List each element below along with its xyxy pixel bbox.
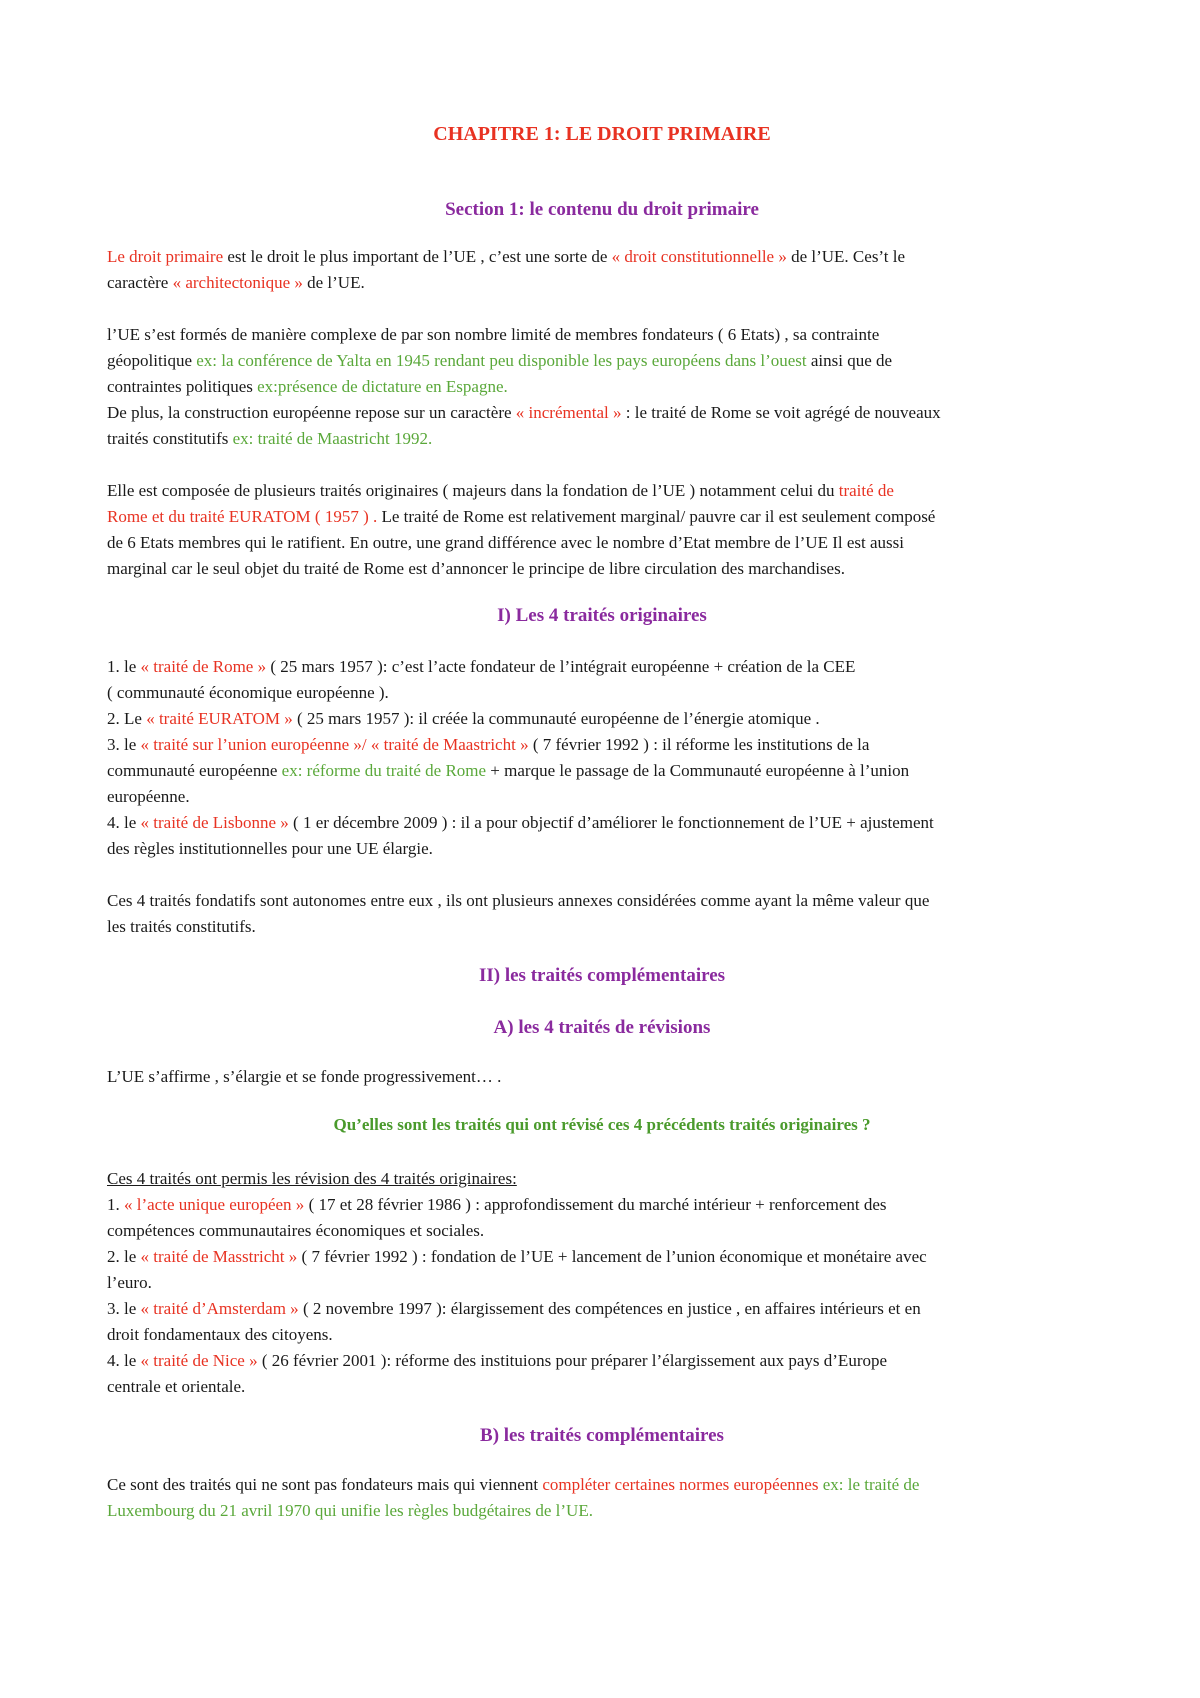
highlight-term: Le droit primaire <box>107 247 224 266</box>
text-line: compétences communautaires économiques et sociales. <box>107 1221 485 1240</box>
text-line <box>107 244 1097 270</box>
paragraph-droit-primaire <box>107 244 1097 296</box>
text-run: 1. le <box>107 657 141 676</box>
list-item <box>107 1348 1097 1374</box>
subsection-heading: A) les 4 traités de révisions <box>493 1017 711 1038</box>
list-item <box>107 654 1097 680</box>
text-run: traités constitutifs <box>107 429 233 448</box>
text-run: ( 26 février 2001 ): réforme des instituions pour préparer l’élargissement aux pays d’Europe <box>257 1351 888 1370</box>
highlight-term: « traité EURATOM » <box>146 709 293 728</box>
text-run: 4. le <box>107 813 141 832</box>
text-run: de l’UE. <box>302 273 365 292</box>
text-run: ( 2 novembre 1997 ): élargissement des compétences en justice , en affaires intérieurs et en <box>298 1299 921 1318</box>
list-traites-originaires <box>107 654 1097 862</box>
text-line: l’euro. <box>107 1273 152 1292</box>
list-item <box>107 1244 1097 1270</box>
text-line: marginal car le seul objet du traité de Rome est d’annoncer le principe de libre circulation des marchandises. <box>107 559 845 578</box>
text-line: L’UE s’affirme , s’élargie et se fonde progressivement… . <box>107 1067 502 1086</box>
subsection-heading: B) les traités complémentaires <box>480 1425 724 1446</box>
text-run: Elle est composée de plusieurs traités originaires ( majeurs dans la fondation de l’UE ) notamment celui du <box>107 481 839 500</box>
text-run: ( 25 mars 1957 ): c’est l’acte fondateur de l’intégrait européenne + création de la CEE <box>266 657 856 676</box>
list-traites-revision <box>107 1166 1097 1400</box>
highlight-term: « traité de Nice » <box>140 1351 258 1370</box>
text-line <box>107 758 1097 784</box>
text-line <box>107 426 1097 452</box>
text-line: l’UE s’est formés de manière complexe de par son nombre limité de membres fondateurs ( 6 Etats) , sa contrainte <box>107 325 880 344</box>
highlight-term: « traité de Rome » <box>140 657 267 676</box>
text-run: est le droit le plus important de l’UE , c’est une sorte de <box>223 247 612 266</box>
text-run: 2. Le <box>107 709 147 728</box>
text-line <box>107 504 1097 530</box>
list-intro: Ces 4 traités ont permis les révision des 4 traités originaires: <box>107 1169 517 1188</box>
text-run: 3. le <box>107 735 141 754</box>
highlight-term: « traité d’Amsterdam » <box>140 1299 299 1318</box>
highlight-term: compléter certaines normes européennes <box>542 1475 819 1494</box>
list-item <box>107 706 1097 732</box>
text-line <box>107 478 1097 504</box>
text-run: ( 1 er décembre 2009 ) : il a pour objectif d’améliorer le fonctionnement de l’UE + ajustement <box>288 813 934 832</box>
text-run: Ce sont des traités qui ne sont pas fondateurs mais qui viennent <box>107 1475 543 1494</box>
text-line: les traités constitutifs. <box>107 917 256 936</box>
paragraph-traites-fondatifs <box>107 888 1097 940</box>
section-heading: I) Les 4 traités originaires <box>497 605 707 626</box>
text-line: droit fondamentaux des citoyens. <box>107 1325 333 1344</box>
text-line <box>107 400 1097 426</box>
list-item <box>107 1296 1097 1322</box>
paragraph-formation-ue <box>107 322 1097 452</box>
example-text: ex: réforme du traité de Rome <box>281 761 487 780</box>
paragraph-traites-originaires <box>107 478 1097 582</box>
text-line: centrale et orientale. <box>107 1377 246 1396</box>
text-run: communauté européenne <box>107 761 282 780</box>
text-line <box>107 1472 1097 1498</box>
text-run: Le traité de Rome est relativement marginal/ pauvre car il est seulement composé <box>377 507 936 526</box>
text-run: : le traité de Rome se voit agrégé de nouveaux <box>621 403 941 422</box>
document-page <box>107 120 1097 1550</box>
text-line: européenne. <box>107 787 190 806</box>
text-run: 2. le <box>107 1247 141 1266</box>
text-line: des règles institutionnelles pour une UE élargie. <box>107 839 433 858</box>
text-run: ( 7 février 1992 ) : fondation de l’UE + lancement de l’union économique et monétaire avec <box>297 1247 927 1266</box>
highlight-term: « architectonique » <box>172 273 303 292</box>
text-line <box>107 270 1097 296</box>
chapter-title: CHAPITRE 1: LE DROIT PRIMAIRE <box>433 123 771 145</box>
text-run: contraintes politiques <box>107 377 258 396</box>
highlight-term: « droit constitutionnelle » <box>611 247 787 266</box>
text-line: de 6 Etats membres qui le ratifient. En outre, une grand différence avec le nombre d’Etat membre de l’UE Il est aussi <box>107 533 904 552</box>
example-text: Luxembourg du 21 avril 1970 qui unifie les règles budgétaires de l’UE. <box>107 1501 593 1520</box>
list-item <box>107 1192 1097 1218</box>
text-run: 3. le <box>107 1299 141 1318</box>
example-text: ex:présence de dictature en Espagne. <box>257 377 508 396</box>
text-run: géopolitique <box>107 351 197 370</box>
highlight-term: « traité de Masstricht » <box>140 1247 298 1266</box>
section-heading: Section 1: le contenu du droit primaire <box>445 199 759 220</box>
text-run: 4. le <box>107 1351 141 1370</box>
text-line <box>107 348 1097 374</box>
highlight-term: « traité sur l’union européenne »/ « traité de Maastricht » <box>140 735 529 754</box>
text-run: + marque le passage de la Communauté européenne à l’union <box>486 761 910 780</box>
highlight-term: Rome et du traité EURATOM ( 1957 ) . <box>107 507 378 526</box>
text-line: Ces 4 traités fondatifs sont autonomes entre eux , ils ont plusieurs annexes considérées comme ayant la même valeur que <box>107 891 930 910</box>
text-line <box>107 374 1097 400</box>
text-run: ainsi que de <box>806 351 893 370</box>
example-text: ex: le traité de <box>818 1475 920 1494</box>
text-line: ( communauté économique européenne ). <box>107 683 389 702</box>
text-run: caractère <box>107 273 173 292</box>
text-run: De plus, la construction européenne repose sur un caractère <box>107 403 516 422</box>
text-run: ( 25 mars 1957 ): il créée la communauté européenne de l’énergie atomique . <box>292 709 820 728</box>
text-run: ( 7 février 1992 ) : il réforme les institutions de la <box>528 735 870 754</box>
text-run: 1. <box>107 1195 124 1214</box>
highlight-term: « incrémental » <box>515 403 622 422</box>
example-text: ex: traité de Maastricht 1992. <box>232 429 433 448</box>
highlight-term: « traité de Lisbonne » <box>140 813 289 832</box>
paragraph-ue-affirme <box>107 1064 1097 1090</box>
text-run: ( 17 et 28 février 1986 ) : approfondissement du marché intérieur + renforcement des <box>304 1195 887 1214</box>
example-text: ex: la conférence de Yalta en 1945 rendant peu disponible les pays européens dans l’ouest <box>196 351 807 370</box>
list-item <box>107 732 1097 758</box>
highlight-term: « l’acte unique européen » <box>124 1195 305 1214</box>
section-heading: II) les traités complémentaires <box>478 965 726 986</box>
question-heading: Qu’elles sont les traités qui ont révisé ces 4 précédents traités originaires ? <box>333 1115 871 1134</box>
text-run: de l’UE. Ces’t le <box>786 247 906 266</box>
list-item <box>107 810 1097 836</box>
paragraph-traites-complementaires <box>107 1472 1097 1524</box>
highlight-term: traité de <box>838 481 894 500</box>
